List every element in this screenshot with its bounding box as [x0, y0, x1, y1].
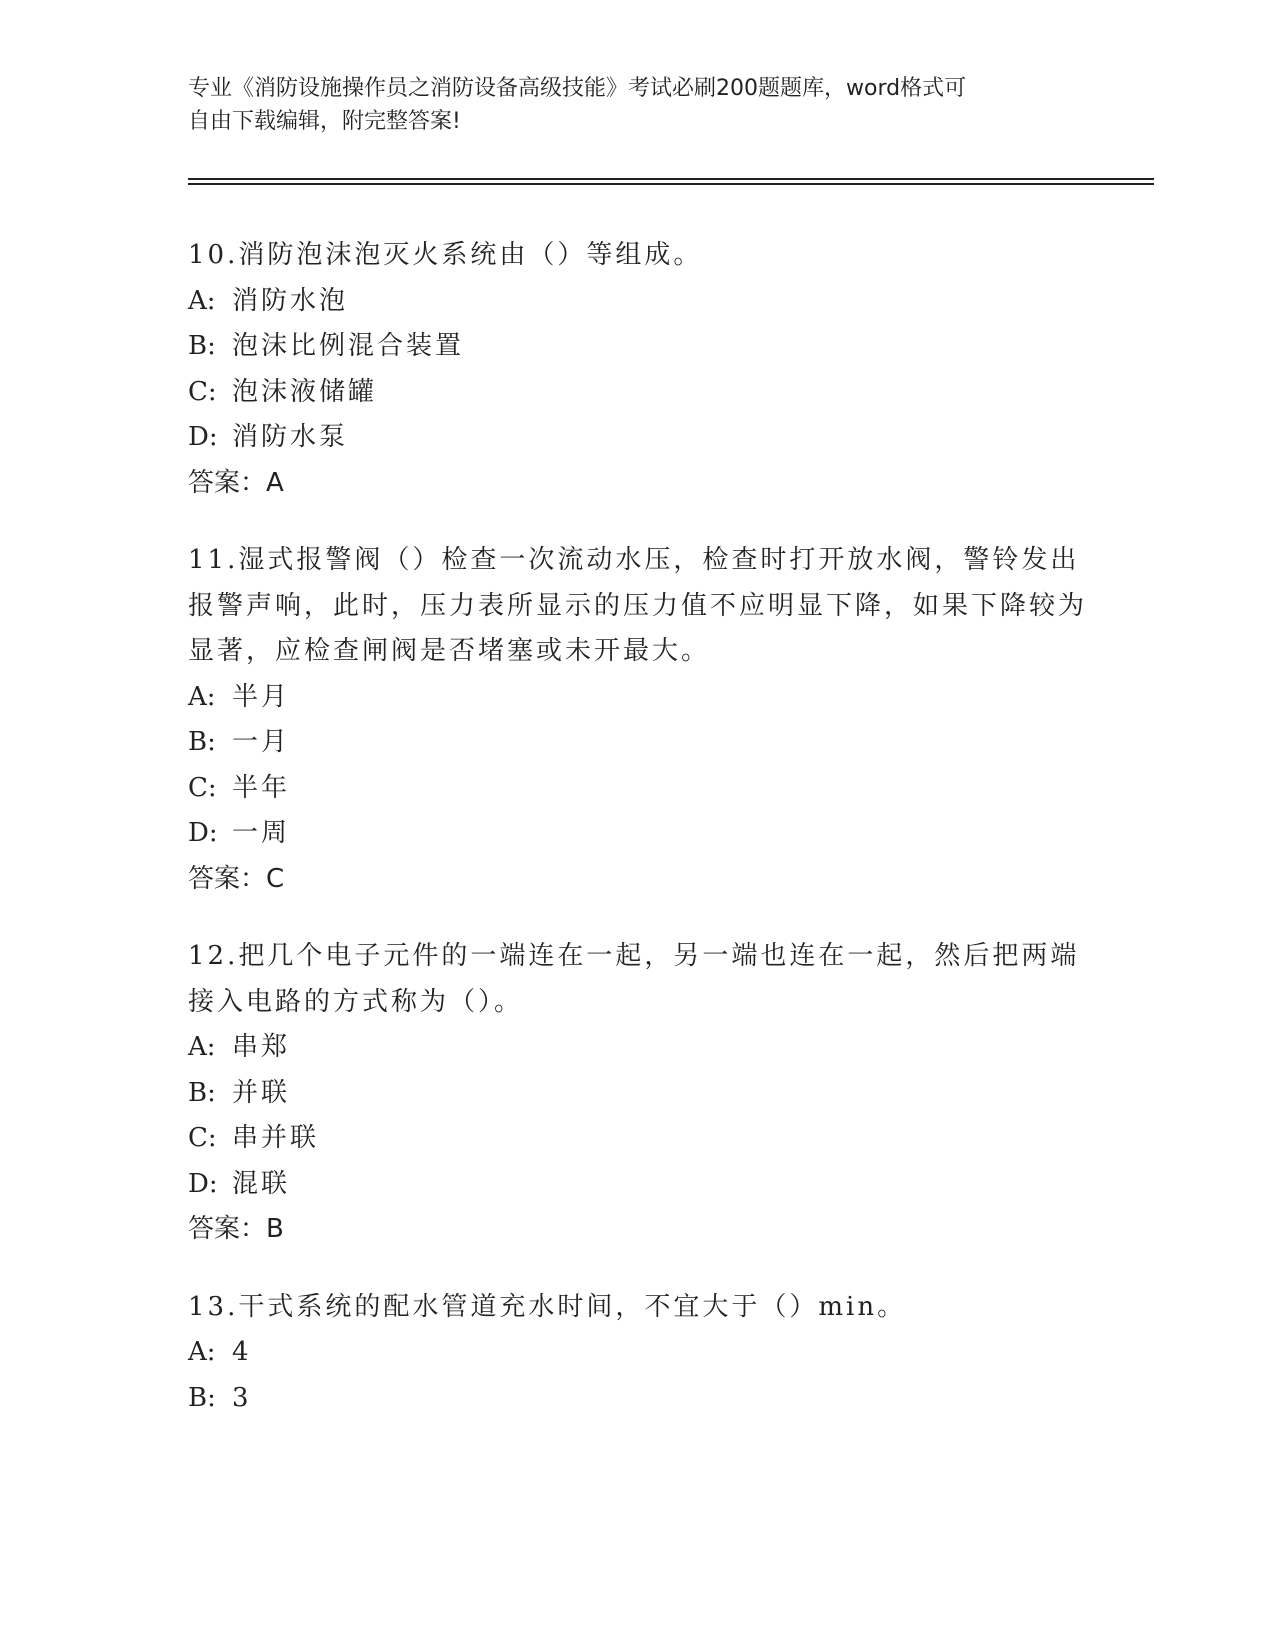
question-11: [188, 538, 1088, 902]
option-text: 消防水泵: [232, 422, 349, 452]
option-text: 串郑: [232, 1032, 291, 1062]
option-key: A:: [188, 285, 216, 316]
option-a: [188, 1025, 1088, 1071]
option-c: [188, 766, 1088, 812]
option-key: C:: [188, 772, 217, 803]
option-text: 消防水泡: [232, 285, 349, 316]
question-stem: 10.消防泡沫泡灭火系统由（）等组成。: [188, 240, 703, 270]
option-text: 一月: [232, 727, 291, 757]
answer-line: 答案：C: [188, 863, 285, 894]
option-d: [188, 811, 1088, 857]
answer-line: 答案：B: [188, 1214, 284, 1244]
option-text: 4: [232, 1337, 252, 1367]
option-b: [188, 1376, 1088, 1422]
option-key: B:: [188, 1382, 216, 1413]
question-list: [188, 233, 1088, 1453]
option-d: [188, 415, 1088, 461]
question-12: [188, 934, 1088, 1253]
option-text: 串并联: [232, 1123, 320, 1153]
header-divider-top: [188, 178, 1154, 180]
option-text: 半年: [232, 772, 291, 803]
option-key: A:: [188, 1032, 216, 1062]
option-text: 半月: [232, 681, 291, 712]
option-c: [188, 1116, 1088, 1162]
option-key: A:: [188, 1337, 216, 1367]
option-b: [188, 324, 1088, 370]
question-stem: 13.干式系统的配水管道充水时间，不宜大于（）min。: [188, 1291, 907, 1322]
option-c: [188, 370, 1088, 416]
option-text: 泡沫液储罐: [232, 376, 378, 407]
option-b: [188, 720, 1088, 766]
option-a: [188, 1330, 1088, 1376]
option-b: [188, 1071, 1088, 1117]
option-text: 泡沫比例混合装置: [232, 331, 465, 361]
option-text: 并联: [232, 1077, 291, 1108]
option-key: D:: [188, 1168, 218, 1199]
option-key: B:: [188, 331, 216, 361]
question-stem: 11.湿式报警阀（）检查一次流动水压，检查时打开放水阀，警铃发出报警声响，此时，压力表所显示的压力值不应明显下降，如果下降较为显著，应检查闸阀是否堵塞或未开最大。: [188, 545, 1088, 666]
option-d: [188, 1162, 1088, 1208]
document-header: [188, 72, 1068, 138]
question-13: [188, 1285, 1088, 1422]
option-key: D:: [188, 422, 218, 452]
option-text: 3: [232, 1382, 252, 1413]
option-key: A:: [188, 681, 216, 712]
option-key: C:: [188, 376, 217, 407]
option-key: D:: [188, 818, 218, 848]
option-a: [188, 675, 1088, 721]
option-text: 一周: [232, 818, 291, 848]
option-text: 混联: [232, 1168, 291, 1199]
option-key: B:: [188, 727, 216, 757]
option-a: [188, 279, 1088, 325]
header-divider-bottom: [188, 183, 1154, 185]
question-stem: 12.把几个电子元件的一端连在一起，另一端也连在一起，然后把两端接入电路的方式称为（）。: [188, 941, 1080, 1017]
answer-line: 答案：A: [188, 467, 284, 498]
header-line-1: 专业《消防设施操作员之消防设备高级技能》考试必刷200题题库，word格式可: [188, 76, 967, 101]
header-line-2: 自由下载编辑，附完整答案!: [188, 109, 461, 134]
option-key: B:: [188, 1077, 216, 1108]
option-key: C:: [188, 1123, 217, 1153]
question-10: [188, 233, 1088, 506]
